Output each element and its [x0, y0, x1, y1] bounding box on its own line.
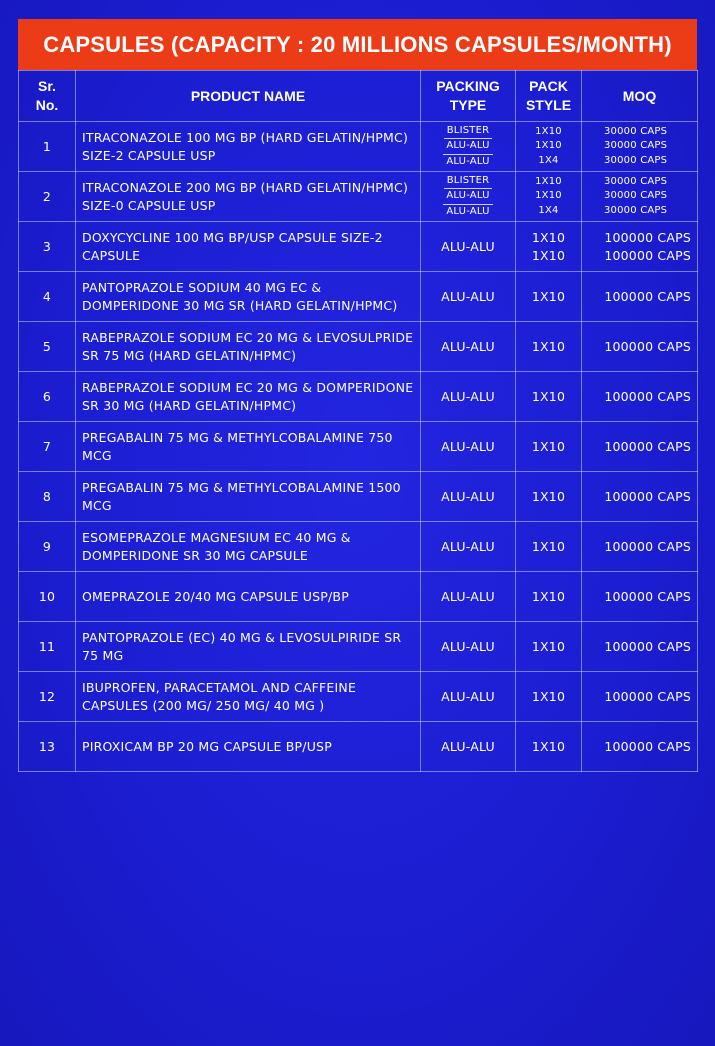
cell-packing-type — [421, 622, 516, 672]
cell-moq — [582, 272, 698, 322]
cell-pack-style — [516, 272, 582, 322]
cell-product-name: PANTOPRAZOLE (EC) 40 MG & LEVOSULPIRIDE SR 75 MG — [76, 622, 421, 672]
cell-product-name: ESOMEPRAZOLE MAGNESIUM EC 40 MG & DOMPERIDONE SR 30 MG CAPSULE — [76, 522, 421, 572]
table-row — [19, 522, 698, 572]
cell-sr-no: 4 — [19, 272, 76, 322]
moq-value: 100000 CAPS — [604, 638, 691, 654]
moq-value: 100000 CAPS — [604, 588, 691, 604]
pack-style-value: 1X10 — [531, 638, 566, 654]
header-pack-style: PACK STYLE — [516, 71, 582, 122]
moq-value: 100000 CAPS — [604, 388, 691, 404]
pack-style-value: 1X10 — [535, 190, 562, 202]
moq-value: 30000 CAPS — [604, 204, 668, 216]
cell-packing-type — [421, 172, 516, 222]
cell-sr-no: 1 — [19, 122, 76, 172]
moq-value: 100000 CAPS — [604, 488, 691, 504]
table-row — [19, 572, 698, 622]
cell-pack-style — [516, 322, 582, 372]
cell-moq — [582, 322, 698, 372]
table-row — [19, 372, 698, 422]
pack-style-value: 1X4 — [538, 204, 559, 216]
pack-style-value: 1X10 — [535, 125, 562, 137]
table-row — [19, 722, 698, 772]
cell-moq — [582, 522, 698, 572]
cell-moq — [582, 372, 698, 422]
pack-style-value: 1X10 — [535, 140, 562, 152]
packing-type-value: ALU-ALU — [441, 739, 495, 754]
table-row — [19, 122, 698, 172]
packing-type-value: ALU-ALU — [441, 489, 495, 504]
packing-type-value: ALU-ALU — [441, 389, 495, 404]
cell-packing-type — [421, 472, 516, 522]
packing-type-value: ALU-ALU — [441, 239, 495, 254]
cell-packing-type — [421, 572, 516, 622]
packing-type-value: ALU-ALU — [441, 589, 495, 604]
pack-style-value: 1X4 — [538, 154, 559, 166]
moq-value: 100000 CAPS — [604, 438, 691, 454]
product-table — [18, 70, 698, 772]
packing-type-value: ALU-ALU — [446, 205, 490, 217]
cell-packing-type — [421, 122, 516, 172]
header-product-name: PRODUCT NAME — [76, 71, 421, 122]
cell-pack-style — [516, 222, 582, 272]
table-row — [19, 672, 698, 722]
packing-type-value: ALU-ALU — [441, 439, 495, 454]
packing-type-value: ALU-ALU — [441, 539, 495, 554]
cell-pack-style — [516, 522, 582, 572]
moq-value: 30000 CAPS — [604, 125, 668, 137]
cell-moq — [582, 572, 698, 622]
table-header-row — [19, 71, 698, 122]
cell-packing-type — [421, 522, 516, 572]
pack-style-value: 1X10 — [531, 738, 566, 754]
table-row — [19, 622, 698, 672]
cell-sr-no: 3 — [19, 222, 76, 272]
packing-type-value: ALU-ALU — [441, 639, 495, 654]
cell-packing-type — [421, 672, 516, 722]
packing-type-value: BLISTER — [444, 174, 493, 190]
pack-style-value: 1X10 — [535, 175, 562, 187]
cell-product-name: PIROXICAM BP 20 MG CAPSULE BP/USP — [76, 722, 421, 772]
cell-pack-style — [516, 472, 582, 522]
cell-packing-type — [421, 372, 516, 422]
cell-pack-style — [516, 172, 582, 222]
cell-sr-no: 8 — [19, 472, 76, 522]
cell-sr-no: 10 — [19, 572, 76, 622]
table-row — [19, 222, 698, 272]
cell-product-name: PREGABALIN 75 MG & METHYLCOBALAMINE 750 MCG — [76, 422, 421, 472]
cell-sr-no: 13 — [19, 722, 76, 772]
cell-packing-type — [421, 222, 516, 272]
table-row — [19, 272, 698, 322]
cell-product-name: IBUPROFEN, PARACETAMOL AND CAFFEINE CAPSULES (200 MG/ 250 MG/ 40 MG ) — [76, 672, 421, 722]
table-row — [19, 472, 698, 522]
packing-type-value: BLISTER — [444, 124, 493, 140]
header-packing-type: PACKING TYPE — [421, 71, 516, 122]
cell-moq — [582, 672, 698, 722]
cell-pack-style — [516, 572, 582, 622]
cell-product-name: RABEPRAZOLE SODIUM EC 20 MG & LEVOSULPRIDE SR 75 MG (HARD GELATIN/HPMC) — [76, 322, 421, 372]
cell-moq — [582, 472, 698, 522]
sheet-title: CAPSULES (CAPACITY : 20 MILLIONS CAPSULES/MONTH) — [18, 19, 697, 70]
packing-type-value: ALU-ALU — [441, 339, 495, 354]
table-row — [19, 322, 698, 372]
cell-pack-style — [516, 122, 582, 172]
cell-pack-style — [516, 372, 582, 422]
pack-style-value: 1X10 — [531, 688, 566, 704]
cell-moq — [582, 172, 698, 222]
moq-value: 100000 CAPS — [604, 288, 691, 304]
cell-pack-style — [516, 672, 582, 722]
cell-moq — [582, 722, 698, 772]
pack-style-value: 1X10 — [531, 538, 566, 554]
cell-sr-no: 7 — [19, 422, 76, 472]
cell-product-name: ITRACONAZOLE 100 MG BP (HARD GELATIN/HPMC) SIZE-2 CAPSULE USP — [76, 122, 421, 172]
pack-style-value: 1X10 — [531, 247, 566, 263]
cell-product-name: PREGABALIN 75 MG & METHYLCOBALAMINE 1500 MCG — [76, 472, 421, 522]
table-row — [19, 172, 698, 222]
packing-type-value: ALU-ALU — [443, 189, 492, 205]
pack-style-value: 1X10 — [531, 338, 566, 354]
cell-sr-no: 2 — [19, 172, 76, 222]
cell-product-name: PANTOPRAZOLE SODIUM 40 MG EC & DOMPERIDONE 30 MG SR (HARD GELATIN/HPMC) — [76, 272, 421, 322]
cell-sr-no: 6 — [19, 372, 76, 422]
pack-style-value: 1X10 — [531, 588, 566, 604]
moq-value: 100000 CAPS — [604, 538, 691, 554]
moq-value: 100000 CAPS — [604, 247, 691, 263]
cell-packing-type — [421, 322, 516, 372]
moq-value: 100000 CAPS — [604, 688, 691, 704]
cell-moq — [582, 222, 698, 272]
packing-type-value: ALU-ALU — [441, 289, 495, 304]
packing-type-value: ALU-ALU — [441, 689, 495, 704]
cell-sr-no: 12 — [19, 672, 76, 722]
cell-product-name: RABEPRAZOLE SODIUM EC 20 MG & DOMPERIDONE SR 30 MG (HARD GELATIN/HPMC) — [76, 372, 421, 422]
moq-value: 100000 CAPS — [604, 229, 691, 245]
cell-product-name: ITRACONAZOLE 200 MG BP (HARD GELATIN/HPMC) SIZE-0 CAPSULE USP — [76, 172, 421, 222]
cell-product-name: OMEPRAZOLE 20/40 MG CAPSULE USP/BP — [76, 572, 421, 622]
moq-value: 30000 CAPS — [604, 154, 668, 166]
cell-sr-no: 9 — [19, 522, 76, 572]
cell-sr-no: 11 — [19, 622, 76, 672]
cell-packing-type — [421, 422, 516, 472]
header-moq: MOQ — [582, 71, 698, 122]
cell-sr-no: 5 — [19, 322, 76, 372]
cell-moq — [582, 622, 698, 672]
moq-value: 30000 CAPS — [604, 140, 668, 152]
moq-value: 100000 CAPS — [604, 738, 691, 754]
cell-moq — [582, 122, 698, 172]
pack-style-value: 1X10 — [531, 438, 566, 454]
pack-style-value: 1X10 — [531, 388, 566, 404]
table-row — [19, 422, 698, 472]
packing-type-value: ALU-ALU — [443, 139, 492, 155]
header-sr-no: Sr. No. — [19, 71, 76, 122]
cell-pack-style — [516, 422, 582, 472]
capsules-sheet — [18, 19, 697, 772]
pack-style-value: 1X10 — [531, 229, 566, 245]
cell-moq — [582, 422, 698, 472]
moq-value: 30000 CAPS — [604, 190, 668, 202]
pack-style-value: 1X10 — [531, 288, 566, 304]
cell-packing-type — [421, 272, 516, 322]
cell-product-name: DOXYCYCLINE 100 MG BP/USP CAPSULE SIZE-2 CAPSULE — [76, 222, 421, 272]
cell-packing-type — [421, 722, 516, 772]
moq-value: 100000 CAPS — [604, 338, 691, 354]
pack-style-value: 1X10 — [531, 488, 566, 504]
cell-pack-style — [516, 622, 582, 672]
moq-value: 30000 CAPS — [604, 175, 668, 187]
packing-type-value: ALU-ALU — [446, 155, 490, 167]
cell-pack-style — [516, 722, 582, 772]
